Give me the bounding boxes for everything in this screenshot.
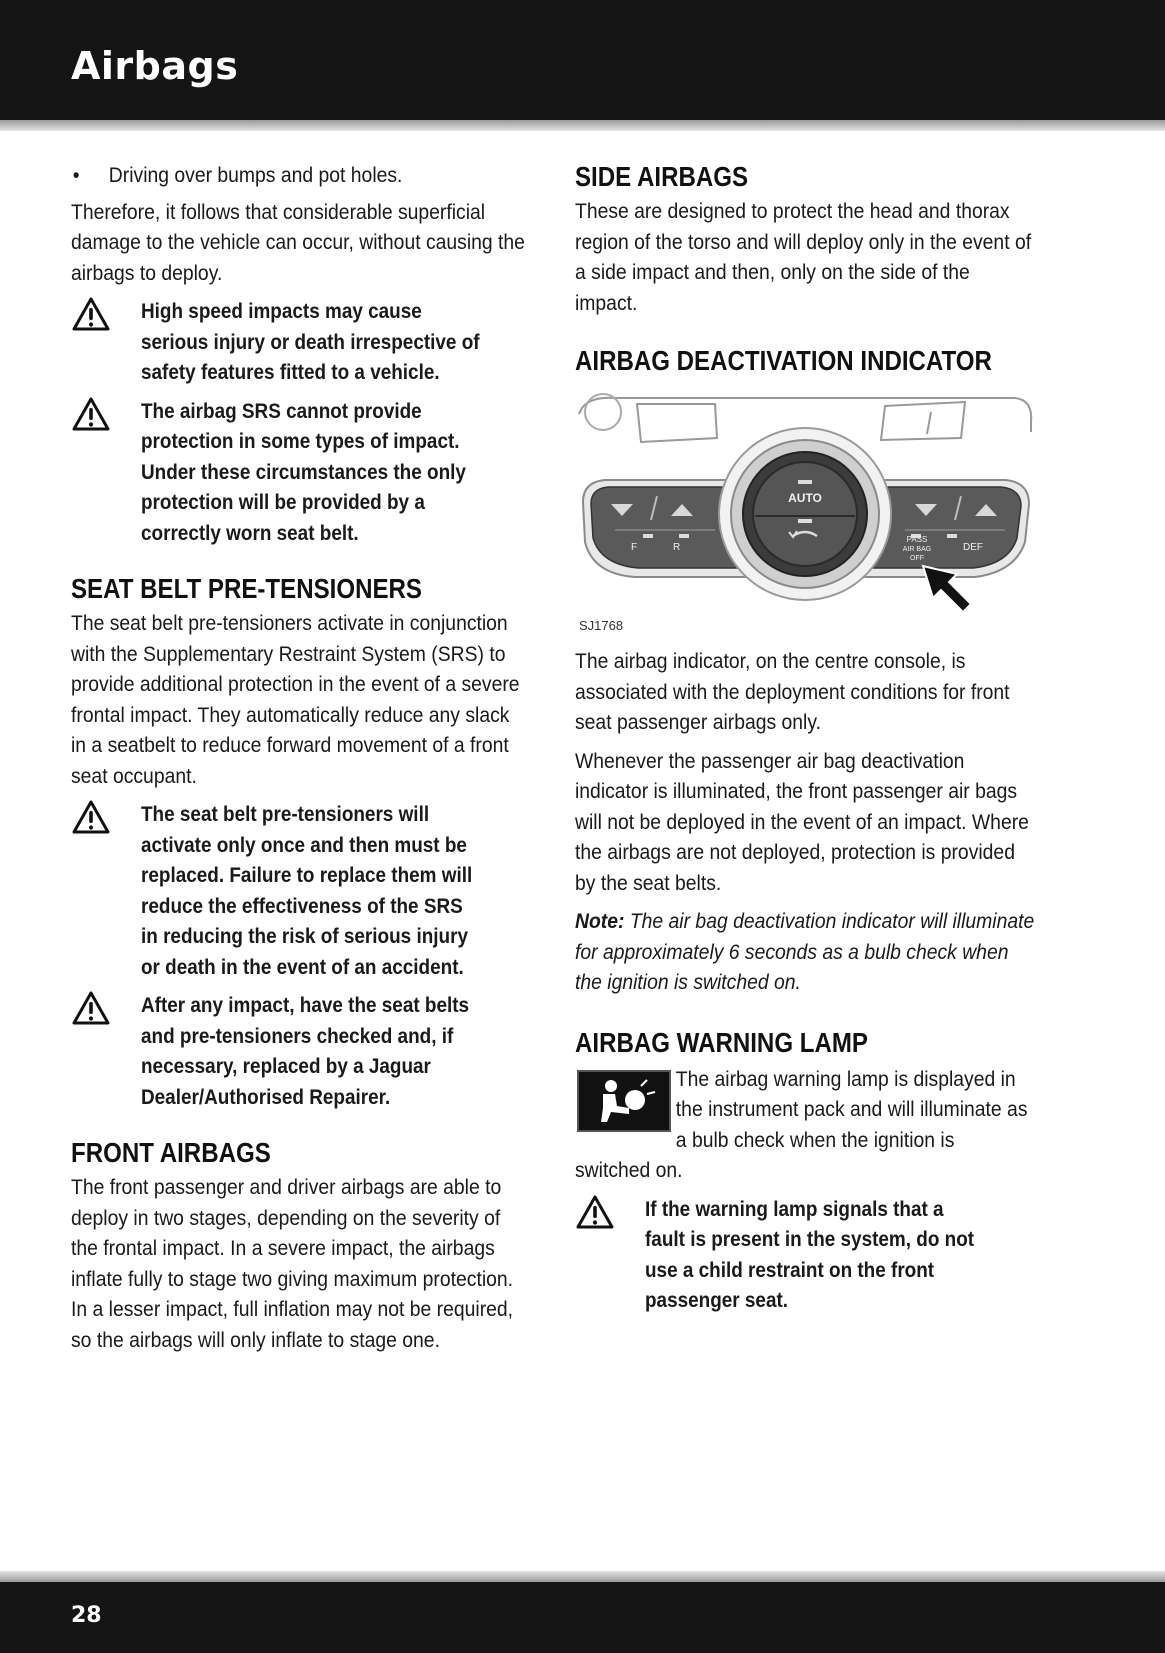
deactivation-paragraph-1: The airbag indicator, on the centre console, is associated with the deployment conditions for front seat passenger airbags only. bbox=[575, 649, 1010, 734]
seat-belt-paragraph: The seat belt pre-tensioners activate in conjunction with the Supplementary Restraint System (SRS) to provide additional protection in the event of a severe frontal impact. They automatically reduce any slack in a seatbelt to reduce forward movement of a front seat occupant. bbox=[71, 611, 520, 788]
warning-text: If the warning lamp signals that a fault is present in the system, do not use a child restraint on the front passenger seat. bbox=[645, 1196, 975, 1312]
footer-gradient bbox=[0, 1571, 1165, 1582]
auto-label: AUTO bbox=[788, 491, 822, 505]
section-heading-front-airbags: FRONT AIRBAGS bbox=[71, 1137, 271, 1168]
def-label: DEF bbox=[963, 542, 983, 553]
warning-text: The airbag SRS cannot provide protection in some types of impact. Under these circumstances the only protection will be provided by a correctly worn seat belt. bbox=[141, 398, 466, 545]
warning-text: High speed impacts may cause serious injury or death irrespective of safety features fitted to a vehicle. bbox=[141, 299, 480, 384]
note-text: The air bag deactivation indicator will illuminate for approximately 6 seconds as a bulb check when the ignition is switched on. bbox=[575, 909, 1035, 994]
f-label: F bbox=[631, 542, 638, 553]
warning-block bbox=[71, 799, 526, 982]
side-airbags-paragraph: These are designed to protect the head and thorax region of the torso and will deploy only in the event of a side impact and then, only on the side of the impact. bbox=[575, 199, 1032, 315]
header-gradient bbox=[0, 120, 1165, 131]
right-column bbox=[575, 160, 1035, 1324]
bullet-list-item bbox=[71, 160, 526, 191]
pass-label-line2: AIR BAG bbox=[902, 546, 932, 553]
page-title: Airbags bbox=[71, 44, 239, 88]
warning-triangle-icon bbox=[575, 1194, 645, 1230]
warning-block bbox=[71, 990, 526, 1112]
warning-lamp-block bbox=[575, 1064, 1035, 1186]
left-column bbox=[71, 160, 526, 1363]
section-heading-side-airbags: SIDE AIRBAGS bbox=[575, 161, 749, 192]
header-bar bbox=[0, 0, 1165, 120]
intro-paragraph: Therefore, it follows that considerable superficial damage to the vehicle can occur, without causing the airbags to deploy. bbox=[71, 199, 525, 285]
console-drawing bbox=[575, 392, 1035, 622]
warning-triangle-icon bbox=[71, 799, 141, 835]
section-heading-seat-belt: SEAT BELT PRE-TENSIONERS bbox=[71, 573, 422, 604]
bullet-dot: • bbox=[72, 163, 80, 187]
warning-text: The seat belt pre-tensioners will activate only once and then must be replaced. Failure to replace them will reduce the effectiveness of the SRS in reducing the risk of serious injury or death in the event of an accident. bbox=[141, 802, 473, 979]
warning-block bbox=[71, 296, 526, 388]
bullet-text: Driving over bumps and pot holes. bbox=[108, 163, 403, 187]
warning-block bbox=[575, 1194, 1035, 1316]
warning-text: After any impact, have the seat belts and pre-tensioners checked and, if necessary, replaced by a Jaguar Dealer/Authorised Repairer. bbox=[141, 993, 470, 1109]
deactivation-paragraph-2: Whenever the passenger air bag deactivation indicator is illuminated, the front passenger air bags will not be deployed in the event of an impact. Where the airbags are not deployed, protection is provided by the seat belts. bbox=[575, 748, 1029, 895]
section-heading-deactivation: AIRBAG DEACTIVATION INDICATOR bbox=[575, 345, 992, 376]
r-label: R bbox=[673, 542, 681, 553]
note-paragraph bbox=[575, 906, 1035, 998]
warning-triangle-icon bbox=[71, 396, 141, 432]
pass-label-line1: PASS bbox=[906, 535, 928, 544]
climate-control-illustration bbox=[575, 392, 1035, 642]
figure-code: SJ1768 bbox=[579, 618, 624, 633]
section-heading-warning-lamp: AIRBAG WARNING LAMP bbox=[575, 1026, 868, 1058]
warning-lamp-paragraph: The airbag warning lamp is displayed in the instrument pack and will illuminate as a bulb check when the ignition is switched on. bbox=[575, 1066, 1028, 1182]
warning-block bbox=[71, 396, 526, 549]
front-airbags-paragraph: The front passenger and driver airbags are able to deploy in two stages, depending on the severity of the frontal impact. In a severe impact, the airbags inflate fully to stage two giving maximum protection. In a lesser impact, full inflation may not be required, so the airbags will only inflate to stage one. bbox=[71, 1175, 514, 1352]
footer-bar bbox=[0, 1582, 1165, 1653]
note-label: Note: bbox=[575, 909, 625, 933]
pass-label-line3: OFF bbox=[910, 555, 924, 562]
warning-triangle-icon bbox=[71, 296, 141, 332]
page-number: 28 bbox=[71, 1603, 102, 1628]
warning-triangle-icon bbox=[71, 990, 141, 1026]
